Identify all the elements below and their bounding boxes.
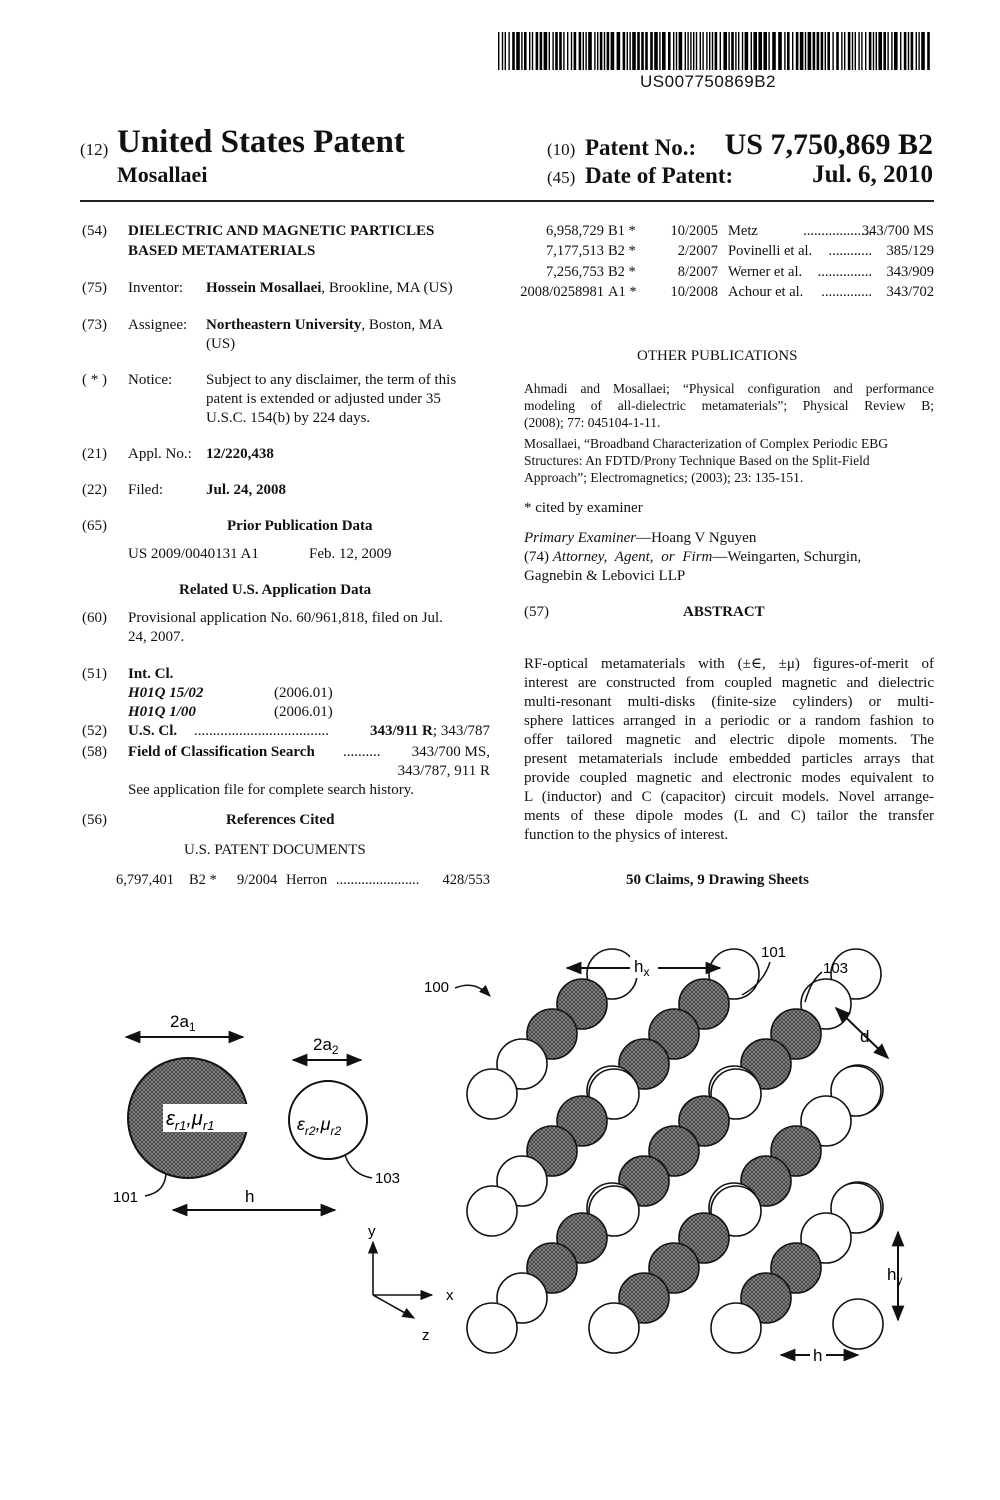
field-73-code: (73) [82,317,107,333]
barcode-bar [825,32,826,70]
field-search-val1: 343/700 MS, [411,744,490,760]
ref-dots: ................... [803,223,872,239]
ref-dots: ............... [817,264,872,280]
leader-103-left [345,1155,372,1178]
ref-date: 10/2008 [670,284,718,300]
assignee-name: Northeastern University [206,317,362,333]
field-60-code: (60) [82,610,107,626]
abstract-line: provide coupled magnetic and electronic modes equivalent to [524,770,934,786]
inventor-value [206,280,453,297]
doc-kind-code: (12) [80,140,109,159]
barcode-bar [693,32,694,70]
barcode-bar [720,32,721,70]
int-cl-code1: H01Q 15/02 [128,685,204,701]
barcode-bar [673,32,674,70]
inventor-name: Hossein Mosallaei [206,280,322,296]
ref-name: Povinelli et al. [728,243,813,259]
filed-value: Jul. 24, 2008 [206,482,287,498]
barcode-bar [742,32,743,70]
barcode-bar [728,32,729,70]
notice-line1: Subject to any disclaimer, the term of this [206,372,457,388]
barcode-bar [921,32,925,70]
barcode-bar [869,32,872,70]
cited-by-examiner: * cited by examiner [524,500,643,516]
ref-class: 343/700 MS [861,223,934,239]
dielectric-sphere [589,1303,639,1353]
date-of-patent: Jul. 6, 2010 [812,161,933,188]
barcode-bar [696,32,697,70]
barcode-bar [855,32,856,70]
barcode-bar [600,32,603,70]
ref-kind: B2 * [608,264,636,280]
barcode-bar [715,32,718,70]
barcode-bar [751,32,752,70]
reference-row [536,223,934,243]
barcode-bar [805,32,806,70]
barcode-bar [817,32,820,70]
barcode-bar [623,32,626,70]
barcode-bar [516,32,520,70]
pub1-line1: Ahmadi and Mosallaei; “Physical configuration and performance [524,381,934,396]
us-cl-secondary: ; 343/787 [432,723,490,739]
ref-103-right: 103 [823,960,849,977]
barcode-bar [821,32,824,70]
notice-label: Notice: [128,372,173,388]
barcode-bar [706,32,707,70]
z-axis [373,1295,414,1318]
barcode-bar [758,32,762,70]
barcode-bar [659,32,660,70]
other-publications-heading: OTHER PUBLICATIONS [637,348,798,364]
pub2-line3: Approach”; Electromagnetics; (2003); 23: 135-151. [524,470,804,485]
label-2a2: $2a_2$ [313,1035,339,1057]
reference-row [536,264,934,284]
ref-class: 343/702 [886,284,934,300]
barcode-bar [604,32,605,70]
barcode-bar [567,32,568,70]
ref-name: Achour et al. [728,284,804,300]
barcode-bar [574,32,577,70]
attorney-label: Attorney, Agent, or Firm [552,549,713,565]
abstract-line: RF-optical metamaterials with (±∈, ±μ) figures-of-merit of [524,656,934,672]
barcode-bar [873,32,874,70]
coordinate-axes [368,1223,454,1344]
barcode-bar [662,32,666,70]
ref-kind: B2 * [189,872,217,888]
axis-y-label: y [368,1223,376,1240]
ref-class: 428/553 [442,872,490,888]
field-75-code: (75) [82,280,107,296]
field-22-code: (22) [82,482,107,498]
barcode-bar [778,32,782,70]
barcode-bar [800,32,804,70]
barcode-bar [735,32,736,70]
barcode-bar [827,32,830,70]
left-particle-diagram [113,1012,400,1210]
barcode-bar [685,32,686,70]
reference-row-herron [116,872,490,892]
ref-date: 10/2005 [670,223,718,239]
field-51-code: (51) [82,666,107,682]
assignee-value [206,317,443,334]
axis-z-label: z [422,1327,430,1344]
field-search-dots: .......... [343,744,381,760]
ref-date: 8/2007 [677,264,718,280]
barcode-bar [540,32,543,70]
barcode-bar [876,32,877,70]
barcode-bar [637,32,640,70]
ref-number: 2008/0258981 [520,284,604,300]
us-patent-docs-heading: U.S. PATENT DOCUMENTS [184,842,366,858]
barcode-bar [571,32,572,70]
barcode-bar [544,32,548,70]
barcode-bar [808,32,812,70]
barcode-bar [878,32,882,70]
ref-class: 385/129 [886,243,934,259]
dielectric-sphere [711,1303,761,1353]
barcode-number: US007750869B2 [640,72,777,91]
ref-number: 6,958,729 [546,223,604,239]
barcode-bar [594,32,595,70]
barcode-bar [918,32,919,70]
date-code: (45) [547,168,576,187]
provisional-line1: Provisional application No. 60/961,818, filed on Jul. [128,610,443,626]
appl-no-value: 12/220,438 [206,446,274,462]
barcode-bar [883,32,886,70]
invention-title-line1: DIELECTRIC AND MAGNETIC PARTICLES [128,223,435,239]
int-cl-label: Int. Cl. [128,666,174,682]
reference-row [536,243,934,263]
barcode-bar [536,32,539,70]
examiner-label: Primary Examiner [524,530,637,546]
field-65-code: (65) [82,518,107,534]
abstract-code: (57) [524,604,549,620]
abstract-line: ments of these dipole modes (L and C) tailor the transfer [524,808,934,824]
barcode-bar [597,32,598,70]
barcode-bar [552,32,553,70]
barcode-bar [607,32,610,70]
barcode-bar [641,32,644,70]
prior-publication-number: US 2009/0040131 A1 [128,546,259,562]
barcode-bar [911,32,914,70]
ref-kind: B1 * [608,223,636,239]
barcode-bar [832,32,833,70]
barcode-bar [745,32,749,70]
invention-title-line2: BASED METAMATERIALS [128,243,316,259]
barcode-bar [676,32,677,70]
barcode-bar [611,32,615,70]
abstract-line: sphere lattices arranged in a periodic or a random fashion to [524,713,934,729]
abstract-line: offer tailored magnetic and electric dipole moments. The [524,732,934,748]
ref-date: 9/2004 [237,872,278,888]
provisional-line2: 24, 2007. [128,629,185,645]
filed-label: Filed: [128,482,164,498]
patent-no-label: Patent No.: [585,135,697,160]
claims-sheets: 50 Claims, 9 Drawing Sheets [626,872,809,888]
patent-header-title: United States Patent [117,124,405,160]
inventor-location: , Brookline, MA (US) [321,280,453,296]
barcode-bar [916,32,917,70]
inventor-label: Inventor: [128,280,183,296]
us-cl-label: U.S. Cl. [128,723,178,739]
barcode-bar [650,32,653,70]
barcode-bar [524,32,527,70]
barcode-bar [687,32,688,70]
ref-name: Werner et al. [728,264,803,280]
label-hx: $h_x$ [634,957,650,979]
abstract-line: L (inductor) and C (capacitor) circuit models. Novel arrange- [524,789,934,805]
barcode-bar [712,32,713,70]
barcode-bar [617,32,621,70]
barcode-bar [588,32,592,70]
barcode-bar [772,32,776,70]
prior-publication-date: Feb. 12, 2009 [309,546,392,562]
header-rule [80,200,934,202]
int-cl-code2: H01Q 1/00 [128,704,196,720]
ref-103-left: 103 [375,1170,401,1187]
ref-date: 2/2007 [677,243,718,259]
barcode-bar [836,32,839,70]
label-hy: $h_y$ [887,1265,903,1287]
barcode-bar [668,32,671,70]
date-label: Date of Patent: [585,163,734,188]
barcode-bar [505,32,506,70]
field-56-code: (56) [82,812,107,828]
field-search-val2: 343/787, 911 R [397,763,490,779]
particle-lattice [467,949,883,1353]
attorney-firm-line1: —Weingarten, Schurgin, [712,549,862,565]
assignee-country: (US) [206,336,236,352]
pub1-line2: modeling of all-dielectric metamaterials”; Physical Review B; [524,398,934,413]
ref-name: Metz [728,223,758,239]
patent-no-code: (10) [547,140,576,159]
appl-no-label: Appl. No.: [128,446,192,462]
leader-100 [455,985,490,996]
ref-101-right: 101 [761,944,787,961]
notice-line2: patent is extended or adjusted under 35 [206,391,441,407]
particle-103-permittivity: $\varepsilon_{r2},\mu_{r2}$ [297,1114,342,1138]
attorney-firm-line2: Gagnebin & Lebovici LLP [524,568,686,584]
barcode-bar [861,32,862,70]
ref-dots: ............ [828,243,872,259]
ref-number: 7,256,753 [546,264,604,280]
barcode-bar [512,32,515,70]
barcode-bar [792,32,793,70]
assignee-label: Assignee: [128,317,188,333]
abstract-heading: ABSTRACT [683,604,765,620]
barcode [498,32,934,74]
abstract-text [524,655,934,845]
search-history-note: See application file for complete search history. [128,782,415,798]
related-app-heading: Related U.S. Application Data [179,582,372,598]
notice-line3: U.S.C. 154(b) by 224 days. [206,410,371,426]
field-54-code: (54) [82,223,107,239]
field-52-code: (52) [82,723,107,739]
prior-publication-heading: Prior Publication Data [227,518,373,534]
barcode-bar [559,32,562,70]
ref-101-left: 101 [113,1189,139,1206]
ref-number: 6,797,401 [116,872,174,888]
barcode-bar [645,32,648,70]
barcode-bar [738,32,739,70]
barcode-bar [904,32,907,70]
barcode-bar [852,32,853,70]
barcode-bar [583,32,584,70]
notice-code: ( * ) [82,372,107,388]
barcode-bar [502,32,503,70]
us-cl-value [370,723,490,740]
barcode-bar [763,32,767,70]
barcode-bar [784,32,785,70]
dielectric-sphere [467,1186,517,1236]
barcode-bar [498,32,499,70]
ref-number: 7,177,513 [546,243,604,259]
barcode-bar [679,32,683,70]
barcode-bar [858,32,859,70]
barcode-bar [753,32,757,70]
barcode-bar [927,32,930,70]
barcode-bar [555,32,558,70]
barcode-bar [563,32,564,70]
pub2-line1: Mosallaei, “Broadband Characterization of Complex Periodic EBG [524,436,889,451]
field-58-code: (58) [82,744,107,760]
barcode-bar [585,32,586,70]
barcode-bar [709,32,710,70]
ref-dots: ....................... [336,872,420,888]
ref-name: Herron [286,872,328,888]
ref-class: 343/909 [886,264,934,280]
us-cl-dots: .................................... [194,723,329,739]
abstract-line: multi-resonant multi-disks (finite-size cylinders) or multi- [524,694,934,710]
patent-number: US 7,750,869 B2 [724,128,933,161]
assignee-location: , Boston, MA [361,317,444,333]
ref-100: 100 [424,979,450,996]
barcode-bar [508,32,509,70]
figure-1 [0,920,1000,1370]
barcode-bar [887,32,888,70]
publication-1 [524,380,934,431]
dielectric-sphere [467,1069,517,1119]
inventor-surname-header: Mosallaei [117,162,208,187]
barcode-bar [549,32,550,70]
barcode-bar [532,32,533,70]
barcode-bar [796,32,799,70]
label-2a1: $2a_1$ [170,1012,196,1034]
abstract-line: interest are constructed from coupled magnetic and dielectric [524,675,934,691]
barcode-bar [787,32,790,70]
barcode-bar [702,32,703,70]
references-heading: References Cited [226,812,335,828]
barcode-bar [521,32,522,70]
attorney-line1 [524,549,861,566]
dielectric-sphere [833,1299,883,1349]
us-cl-primary: 343/911 R [369,723,433,739]
abstract-line: function to the physics of interest. [524,827,729,843]
barcode-bar [894,32,898,70]
barcode-bar [723,32,727,70]
ref-kind: A1 * [608,284,637,300]
barcode-bar [627,32,628,70]
publication-2 [524,435,934,486]
barcode-bar [900,32,901,70]
barcode-bar [654,32,658,70]
label-h-right: h [813,1346,823,1365]
barcode-bar [731,32,734,70]
barcode-bar [529,32,530,70]
attorney-code: (74) [524,549,549,565]
barcode-bar [908,32,909,70]
abstract-line: present metamaterials include embedded particles arrays that [524,751,934,767]
axis-x-label: x [446,1287,454,1304]
ref-kind: B2 * [608,243,636,259]
pub2-line2: Structures: An FDTD/Prony Technique Based on the Split-Field [524,453,870,468]
int-cl-date2: (2006.01) [274,704,333,720]
particle-101-permittivity: $\varepsilon_{r1},\mu_{r1}$ [166,1108,215,1133]
barcode-bar [632,32,636,70]
label-h-left: h [245,1187,255,1206]
barcode-bar [690,32,691,70]
barcode-bar [841,32,842,70]
barcode-bar [891,32,892,70]
field-search-label: Field of Classification Search [128,744,315,760]
leader-101-left [145,1174,166,1196]
barcode-bar [813,32,816,70]
field-21-code: (21) [82,446,107,462]
pub1-line3: (2008); 77: 045104-1-11. [524,415,661,430]
examiner-name: —Hoang V Nguyen [636,530,757,546]
barcode-bar [844,32,845,70]
barcode-bar [579,32,582,70]
int-cl-date1: (2006.01) [274,685,333,701]
dielectric-sphere [467,1303,517,1353]
ref-dots: .............. [821,284,872,300]
barcode-bar [700,32,701,70]
barcode-bar [848,32,851,70]
barcode-bar [629,32,630,70]
reference-row [520,284,934,304]
label-d: d [860,1027,870,1046]
primary-examiner [524,530,756,547]
barcode-bar [865,32,866,70]
barcode-bar [768,32,769,70]
